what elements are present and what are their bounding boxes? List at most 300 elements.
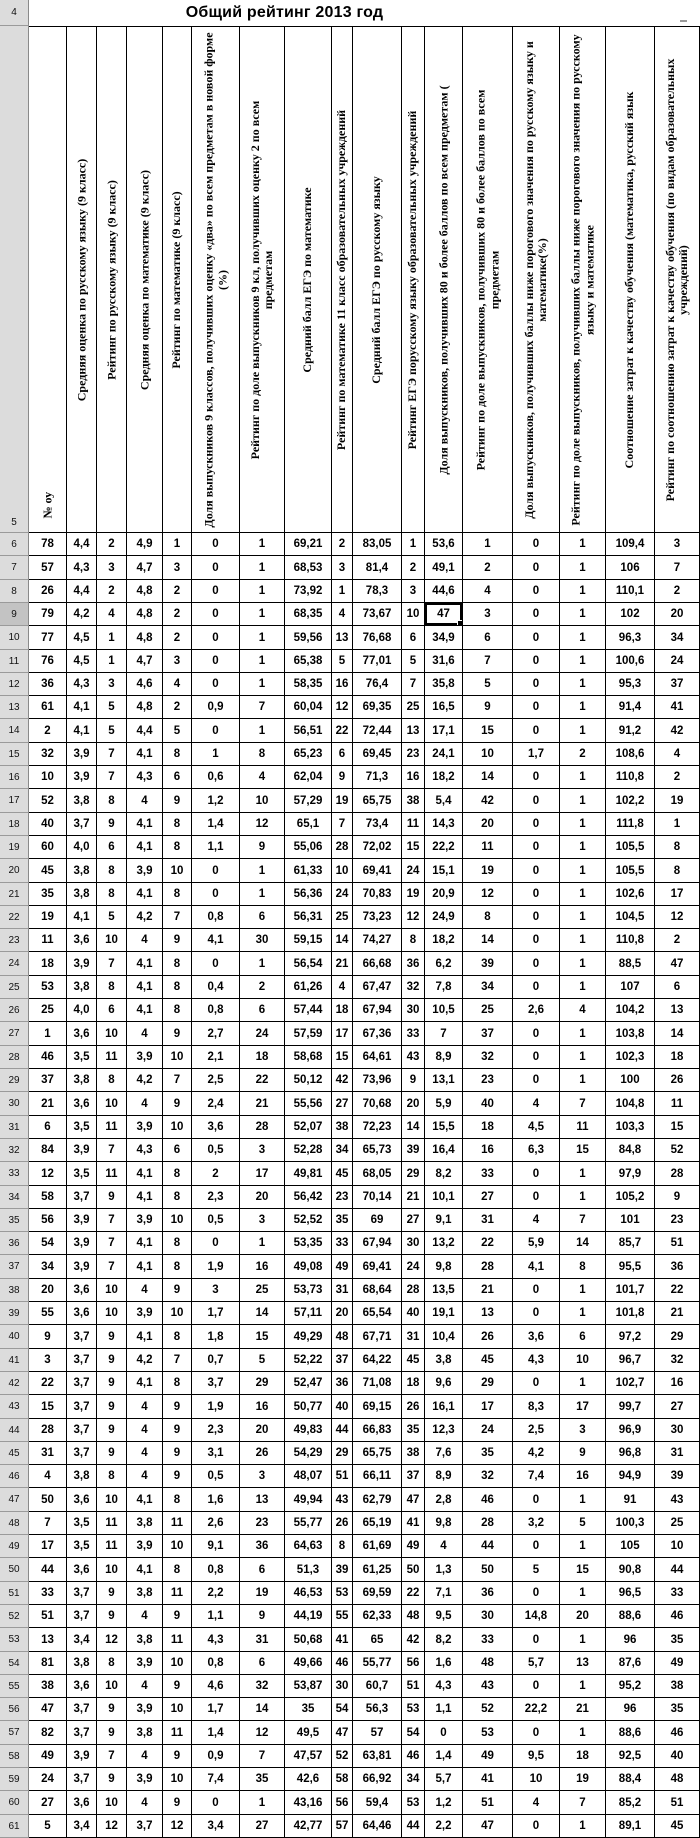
table-cell-r28-c14[interactable]: 0 (513, 1046, 560, 1069)
table-cell-r17-c14[interactable]: 0 (513, 789, 560, 813)
table-cell-r11-c12[interactable]: 31,6 (425, 650, 463, 673)
table-cell-r58-c16[interactable]: 92,5 (606, 1745, 655, 1768)
table-cell-r46-c7[interactable]: 3 (240, 1465, 285, 1488)
table-cell-r56-c14[interactable]: 22,2 (513, 1698, 560, 1721)
table-cell-r30-c10[interactable]: 70,68 (353, 1092, 402, 1116)
table-cell-r14-c10[interactable]: 72,44 (353, 719, 402, 743)
table-cell-r13-c4[interactable]: 4,8 (127, 696, 163, 719)
table-cell-r13-c8[interactable]: 60,04 (285, 696, 332, 719)
table-cell-r58-c14[interactable]: 9,5 (513, 1745, 560, 1768)
table-cell-r7-c14[interactable]: 0 (513, 556, 560, 580)
table-cell-r54-c8[interactable]: 49,66 (285, 1652, 332, 1675)
table-cell-r27-c4[interactable]: 4 (127, 1022, 163, 1046)
table-cell-r37-c5[interactable]: 8 (163, 1255, 192, 1279)
column-header-1[interactable] (29, 26, 67, 533)
table-cell-r49-c9[interactable]: 8 (332, 1535, 353, 1558)
table-cell-r39-c7[interactable]: 14 (240, 1302, 285, 1325)
row-header-51[interactable]: 51 (0, 1582, 29, 1605)
table-cell-r56-c13[interactable]: 52 (463, 1698, 513, 1721)
table-cell-r58-c13[interactable]: 49 (463, 1745, 513, 1768)
table-cell-r10-c13[interactable]: 6 (463, 626, 513, 650)
table-cell-r33-c11[interactable]: 29 (402, 1162, 425, 1186)
table-cell-r35-c11[interactable]: 27 (402, 1209, 425, 1232)
table-cell-r33-c16[interactable]: 97,9 (606, 1162, 655, 1186)
table-cell-r41-c16[interactable]: 96,7 (606, 1349, 655, 1372)
table-cell-r10-c6[interactable]: 0 (192, 626, 240, 650)
table-cell-r17-c6[interactable]: 1,2 (192, 789, 240, 813)
table-cell-r34-c7[interactable]: 20 (240, 1186, 285, 1209)
table-cell-r48-c3[interactable]: 11 (97, 1512, 127, 1535)
row-header-55[interactable]: 55 (0, 1675, 29, 1698)
table-cell-r42-c12[interactable]: 9,6 (425, 1372, 463, 1395)
table-cell-r54-c13[interactable]: 48 (463, 1652, 513, 1675)
table-cell-r31-c3[interactable]: 11 (97, 1116, 127, 1139)
table-cell-r23-c4[interactable]: 4 (127, 929, 163, 952)
table-cell-r6-c6[interactable]: 0 (192, 533, 240, 556)
table-cell-r44-c10[interactable]: 66,83 (353, 1419, 402, 1442)
table-cell-r16-c6[interactable]: 0,6 (192, 766, 240, 789)
table-cell-r20-c7[interactable]: 1 (240, 859, 285, 883)
table-cell-r21-c16[interactable]: 102,6 (606, 883, 655, 906)
table-cell-r59-c1[interactable]: 24 (29, 1768, 67, 1791)
table-cell-r19-c1[interactable]: 60 (29, 836, 67, 859)
table-cell-r8-c1[interactable]: 26 (29, 580, 67, 603)
table-cell-r47-c14[interactable]: 0 (513, 1488, 560, 1512)
table-cell-r37-c15[interactable]: 8 (560, 1255, 606, 1279)
table-cell-r24-c13[interactable]: 39 (463, 952, 513, 976)
table-cell-r6-c1[interactable]: 78 (29, 533, 67, 556)
row-header-8[interactable]: 8 (0, 580, 29, 603)
table-cell-r29-c2[interactable]: 3,8 (67, 1069, 97, 1092)
table-cell-r26-c13[interactable]: 25 (463, 999, 513, 1022)
table-cell-r43-c3[interactable]: 9 (97, 1395, 127, 1419)
table-cell-r41-c3[interactable]: 9 (97, 1349, 127, 1372)
table-cell-r44-c3[interactable]: 9 (97, 1419, 127, 1442)
table-cell-r22-c15[interactable]: 1 (560, 906, 606, 929)
table-cell-r13-c13[interactable]: 9 (463, 696, 513, 719)
table-cell-r39-c10[interactable]: 65,54 (353, 1302, 402, 1325)
table-cell-r39-c6[interactable]: 1,7 (192, 1302, 240, 1325)
table-cell-r7-c2[interactable]: 4,3 (67, 556, 97, 580)
table-cell-r61-c14[interactable]: 0 (513, 1815, 560, 1838)
table-cell-r55-c6[interactable]: 4,6 (192, 1675, 240, 1698)
table-cell-r44-c15[interactable]: 3 (560, 1419, 606, 1442)
table-cell-r20-c4[interactable]: 3,9 (127, 859, 163, 883)
table-cell-r39-c4[interactable]: 3,9 (127, 1302, 163, 1325)
table-cell-r10-c14[interactable]: 0 (513, 626, 560, 650)
row-header-14[interactable]: 14 (0, 719, 29, 743)
table-cell-r35-c16[interactable]: 101 (606, 1209, 655, 1232)
table-cell-r10-c2[interactable]: 4,5 (67, 626, 97, 650)
table-cell-r34-c10[interactable]: 70,14 (353, 1186, 402, 1209)
table-cell-r51-c10[interactable]: 69,59 (353, 1582, 402, 1605)
table-cell-r40-c14[interactable]: 3,6 (513, 1325, 560, 1349)
table-cell-r53-c7[interactable]: 31 (240, 1628, 285, 1652)
table-cell-r29-c8[interactable]: 50,12 (285, 1069, 332, 1092)
table-cell-r53-c8[interactable]: 50,68 (285, 1628, 332, 1652)
table-cell-r19-c13[interactable]: 11 (463, 836, 513, 859)
table-cell-r30-c5[interactable]: 9 (163, 1092, 192, 1116)
table-cell-r57-c9[interactable]: 47 (332, 1721, 353, 1745)
table-cell-r40-c10[interactable]: 67,71 (353, 1325, 402, 1349)
table-cell-r29-c7[interactable]: 22 (240, 1069, 285, 1092)
table-cell-r46-c11[interactable]: 37 (402, 1465, 425, 1488)
row-header-39[interactable]: 39 (0, 1302, 29, 1325)
table-cell-r29-c15[interactable]: 1 (560, 1069, 606, 1092)
table-cell-r8-c13[interactable]: 4 (463, 580, 513, 603)
table-cell-r58-c4[interactable]: 4 (127, 1745, 163, 1768)
table-cell-r59-c2[interactable]: 3,7 (67, 1768, 97, 1791)
table-cell-r39-c16[interactable]: 101,8 (606, 1302, 655, 1325)
table-cell-r53-c6[interactable]: 4,3 (192, 1628, 240, 1652)
table-cell-r32-c2[interactable]: 3,9 (67, 1139, 97, 1162)
table-cell-r48-c8[interactable]: 55,77 (285, 1512, 332, 1535)
table-cell-r56-c17[interactable]: 35 (655, 1698, 700, 1721)
table-cell-r24-c15[interactable]: 1 (560, 952, 606, 976)
table-cell-r59-c13[interactable]: 41 (463, 1768, 513, 1791)
table-cell-r23-c9[interactable]: 14 (332, 929, 353, 952)
table-cell-r51-c16[interactable]: 96,5 (606, 1582, 655, 1605)
row-header-23[interactable]: 23 (0, 929, 29, 952)
table-cell-r29-c16[interactable]: 100 (606, 1069, 655, 1092)
table-cell-r15-c9[interactable]: 6 (332, 743, 353, 766)
table-cell-r42-c10[interactable]: 71,08 (353, 1372, 402, 1395)
row-header-9[interactable]: 9 (0, 603, 29, 626)
row-header-40[interactable]: 40 (0, 1325, 29, 1349)
table-cell-r12-c9[interactable]: 16 (332, 673, 353, 696)
table-cell-r20-c5[interactable]: 10 (163, 859, 192, 883)
row-header-48[interactable]: 48 (0, 1512, 29, 1535)
table-cell-r43-c1[interactable]: 15 (29, 1395, 67, 1419)
table-cell-r53-c1[interactable]: 13 (29, 1628, 67, 1652)
table-cell-r38-c11[interactable]: 28 (402, 1279, 425, 1302)
table-cell-r33-c1[interactable]: 12 (29, 1162, 67, 1186)
table-cell-r38-c17[interactable]: 22 (655, 1279, 700, 1302)
table-cell-r57-c2[interactable]: 3,7 (67, 1721, 97, 1745)
table-cell-r47-c7[interactable]: 13 (240, 1488, 285, 1512)
table-cell-r9-c14[interactable]: 0 (513, 603, 560, 626)
table-cell-r48-c5[interactable]: 11 (163, 1512, 192, 1535)
table-cell-r45-c3[interactable]: 9 (97, 1442, 127, 1465)
table-cell-r54-c5[interactable]: 10 (163, 1652, 192, 1675)
table-cell-r10-c7[interactable]: 1 (240, 626, 285, 650)
row-header-30[interactable]: 30 (0, 1092, 29, 1116)
table-cell-r49-c7[interactable]: 36 (240, 1535, 285, 1558)
table-cell-r34-c6[interactable]: 2,3 (192, 1186, 240, 1209)
table-cell-r20-c11[interactable]: 24 (402, 859, 425, 883)
table-cell-r31-c1[interactable]: 6 (29, 1116, 67, 1139)
table-cell-r6-c2[interactable]: 4,4 (67, 533, 97, 556)
table-cell-r27-c8[interactable]: 57,59 (285, 1022, 332, 1046)
table-cell-r39-c17[interactable]: 21 (655, 1302, 700, 1325)
table-cell-r13-c6[interactable]: 0,9 (192, 696, 240, 719)
table-cell-r45-c13[interactable]: 35 (463, 1442, 513, 1465)
table-cell-r60-c15[interactable]: 7 (560, 1791, 606, 1815)
table-cell-r29-c12[interactable]: 13,1 (425, 1069, 463, 1092)
table-cell-r42-c15[interactable]: 1 (560, 1372, 606, 1395)
table-cell-r21-c5[interactable]: 8 (163, 883, 192, 906)
table-cell-r28-c17[interactable]: 18 (655, 1046, 700, 1069)
table-cell-r60-c12[interactable]: 1,2 (425, 1791, 463, 1815)
table-cell-r9-c9[interactable]: 4 (332, 603, 353, 626)
table-cell-r27-c6[interactable]: 2,7 (192, 1022, 240, 1046)
table-cell-r35-c3[interactable]: 7 (97, 1209, 127, 1232)
table-cell-r36-c11[interactable]: 30 (402, 1232, 425, 1255)
table-cell-r47-c16[interactable]: 91 (606, 1488, 655, 1512)
table-cell-r15-c2[interactable]: 3,9 (67, 743, 97, 766)
table-cell-r41-c13[interactable]: 45 (463, 1349, 513, 1372)
table-cell-r43-c9[interactable]: 40 (332, 1395, 353, 1419)
table-cell-r21-c3[interactable]: 8 (97, 883, 127, 906)
row-header-37[interactable]: 37 (0, 1255, 29, 1279)
table-cell-r47-c10[interactable]: 62,79 (353, 1488, 402, 1512)
table-cell-r59-c8[interactable]: 42,6 (285, 1768, 332, 1791)
table-cell-r47-c12[interactable]: 2,8 (425, 1488, 463, 1512)
table-cell-r24-c10[interactable]: 66,68 (353, 952, 402, 976)
table-cell-r7-c8[interactable]: 68,53 (285, 556, 332, 580)
table-cell-r38-c12[interactable]: 13,5 (425, 1279, 463, 1302)
table-cell-r16-c11[interactable]: 16 (402, 766, 425, 789)
table-cell-r11-c15[interactable]: 1 (560, 650, 606, 673)
table-cell-r38-c16[interactable]: 101,7 (606, 1279, 655, 1302)
table-cell-r33-c12[interactable]: 8,2 (425, 1162, 463, 1186)
table-cell-r38-c14[interactable]: 0 (513, 1279, 560, 1302)
table-cell-r32-c17[interactable]: 52 (655, 1139, 700, 1162)
table-cell-r53-c5[interactable]: 11 (163, 1628, 192, 1652)
table-cell-r27-c16[interactable]: 103,8 (606, 1022, 655, 1046)
table-cell-r60-c5[interactable]: 9 (163, 1791, 192, 1815)
table-cell-r23-c16[interactable]: 110,8 (606, 929, 655, 952)
table-cell-r39-c2[interactable]: 3,6 (67, 1302, 97, 1325)
table-cell-r32-c13[interactable]: 16 (463, 1139, 513, 1162)
table-cell-r56-c10[interactable]: 56,3 (353, 1698, 402, 1721)
table-cell-r31-c8[interactable]: 52,07 (285, 1116, 332, 1139)
table-cell-r15-c4[interactable]: 4,1 (127, 743, 163, 766)
table-cell-r42-c14[interactable]: 0 (513, 1372, 560, 1395)
table-cell-r55-c17[interactable]: 38 (655, 1675, 700, 1698)
table-cell-r44-c12[interactable]: 12,3 (425, 1419, 463, 1442)
table-cell-r58-c7[interactable]: 7 (240, 1745, 285, 1768)
table-cell-r17-c3[interactable]: 8 (97, 789, 127, 813)
table-cell-r18-c9[interactable]: 7 (332, 813, 353, 836)
table-cell-r54-c16[interactable]: 87,6 (606, 1652, 655, 1675)
row-header-6[interactable]: 6 (0, 533, 29, 556)
table-cell-r31-c10[interactable]: 72,23 (353, 1116, 402, 1139)
table-cell-r13-c9[interactable]: 12 (332, 696, 353, 719)
table-cell-r51-c3[interactable]: 9 (97, 1582, 127, 1605)
table-cell-r40-c6[interactable]: 1,8 (192, 1325, 240, 1349)
table-cell-r9-c7[interactable]: 1 (240, 603, 285, 626)
table-cell-r42-c16[interactable]: 102,7 (606, 1372, 655, 1395)
table-cell-r55-c5[interactable]: 9 (163, 1675, 192, 1698)
table-cell-r12-c13[interactable]: 5 (463, 673, 513, 696)
table-cell-r39-c1[interactable]: 55 (29, 1302, 67, 1325)
table-cell-r23-c1[interactable]: 11 (29, 929, 67, 952)
table-cell-r24-c17[interactable]: 47 (655, 952, 700, 976)
table-cell-r11-c3[interactable]: 1 (97, 650, 127, 673)
table-cell-r13-c16[interactable]: 91,4 (606, 696, 655, 719)
table-cell-r35-c9[interactable]: 35 (332, 1209, 353, 1232)
table-cell-r57-c5[interactable]: 11 (163, 1721, 192, 1745)
table-cell-r17-c4[interactable]: 4 (127, 789, 163, 813)
table-cell-r21-c15[interactable]: 1 (560, 883, 606, 906)
table-cell-r18-c8[interactable]: 65,1 (285, 813, 332, 836)
table-cell-r36-c17[interactable]: 51 (655, 1232, 700, 1255)
row-header-34[interactable]: 34 (0, 1186, 29, 1209)
table-cell-r50-c8[interactable]: 51,3 (285, 1558, 332, 1582)
row-header-42[interactable]: 42 (0, 1372, 29, 1395)
table-cell-r30-c15[interactable]: 7 (560, 1092, 606, 1116)
table-cell-r8-c7[interactable]: 1 (240, 580, 285, 603)
table-cell-r60-c16[interactable]: 85,2 (606, 1791, 655, 1815)
table-cell-r32-c4[interactable]: 4,3 (127, 1139, 163, 1162)
table-cell-r36-c15[interactable]: 14 (560, 1232, 606, 1255)
table-cell-r26-c10[interactable]: 67,94 (353, 999, 402, 1022)
table-cell-r36-c13[interactable]: 22 (463, 1232, 513, 1255)
table-cell-r57-c17[interactable]: 46 (655, 1721, 700, 1745)
table-cell-r43-c15[interactable]: 17 (560, 1395, 606, 1419)
table-cell-r27-c5[interactable]: 9 (163, 1022, 192, 1046)
table-cell-r39-c5[interactable]: 10 (163, 1302, 192, 1325)
table-cell-r14-c3[interactable]: 5 (97, 719, 127, 743)
table-cell-r30-c14[interactable]: 4 (513, 1092, 560, 1116)
table-cell-r29-c14[interactable]: 0 (513, 1069, 560, 1092)
table-cell-r37-c13[interactable]: 28 (463, 1255, 513, 1279)
table-cell-r40-c15[interactable]: 6 (560, 1325, 606, 1349)
table-cell-r14-c1[interactable]: 2 (29, 719, 67, 743)
table-cell-r37-c2[interactable]: 3,9 (67, 1255, 97, 1279)
table-cell-r56-c6[interactable]: 1,7 (192, 1698, 240, 1721)
table-cell-r9-c2[interactable]: 4,2 (67, 603, 97, 626)
table-cell-r33-c10[interactable]: 68,05 (353, 1162, 402, 1186)
table-cell-r54-c7[interactable]: 6 (240, 1652, 285, 1675)
table-cell-r37-c12[interactable]: 9,8 (425, 1255, 463, 1279)
row-header-10[interactable]: 10 (0, 626, 29, 650)
table-cell-r40-c1[interactable]: 9 (29, 1325, 67, 1349)
table-cell-r11-c17[interactable]: 24 (655, 650, 700, 673)
table-cell-r33-c3[interactable]: 11 (97, 1162, 127, 1186)
row-header-53[interactable]: 53 (0, 1628, 29, 1652)
table-cell-r56-c1[interactable]: 47 (29, 1698, 67, 1721)
row-header-24[interactable]: 24 (0, 952, 29, 976)
table-cell-r50-c9[interactable]: 39 (332, 1558, 353, 1582)
table-cell-r35-c10[interactable]: 69 (353, 1209, 402, 1232)
table-cell-r55-c12[interactable]: 4,3 (425, 1675, 463, 1698)
table-cell-r12-c6[interactable]: 0 (192, 673, 240, 696)
table-cell-r41-c5[interactable]: 7 (163, 1349, 192, 1372)
table-cell-r8-c14[interactable]: 0 (513, 580, 560, 603)
table-cell-r12-c12[interactable]: 35,8 (425, 673, 463, 696)
table-cell-r21-c8[interactable]: 56,36 (285, 883, 332, 906)
table-cell-r16-c2[interactable]: 3,9 (67, 766, 97, 789)
table-cell-r26-c2[interactable]: 4,0 (67, 999, 97, 1022)
table-cell-r52-c5[interactable]: 9 (163, 1605, 192, 1628)
table-cell-r48-c4[interactable]: 3,8 (127, 1512, 163, 1535)
table-cell-r18-c12[interactable]: 14,3 (425, 813, 463, 836)
row-header-19[interactable]: 19 (0, 836, 29, 859)
row-header-59[interactable]: 59 (0, 1768, 29, 1791)
table-cell-r35-c17[interactable]: 23 (655, 1209, 700, 1232)
table-cell-r53-c15[interactable]: 1 (560, 1628, 606, 1652)
table-cell-r29-c17[interactable]: 26 (655, 1069, 700, 1092)
table-cell-r38-c9[interactable]: 31 (332, 1279, 353, 1302)
table-cell-r41-c15[interactable]: 10 (560, 1349, 606, 1372)
table-cell-r6-c17[interactable]: 3 (655, 533, 700, 556)
table-cell-r25-c1[interactable]: 53 (29, 976, 67, 999)
table-cell-r12-c5[interactable]: 4 (163, 673, 192, 696)
table-cell-r29-c1[interactable]: 37 (29, 1069, 67, 1092)
table-cell-r50-c2[interactable]: 3,6 (67, 1558, 97, 1582)
table-cell-r11-c16[interactable]: 100,6 (606, 650, 655, 673)
table-cell-r15-c17[interactable]: 4 (655, 743, 700, 766)
table-cell-r41-c9[interactable]: 37 (332, 1349, 353, 1372)
table-cell-r10-c17[interactable]: 34 (655, 626, 700, 650)
row-header-38[interactable]: 38 (0, 1279, 29, 1302)
table-cell-r20-c9[interactable]: 10 (332, 859, 353, 883)
table-cell-r17-c11[interactable]: 38 (402, 789, 425, 813)
table-cell-r26-c15[interactable]: 4 (560, 999, 606, 1022)
table-cell-r18-c14[interactable]: 0 (513, 813, 560, 836)
table-cell-r19-c6[interactable]: 1,1 (192, 836, 240, 859)
table-cell-r31-c12[interactable]: 15,5 (425, 1116, 463, 1139)
table-cell-r45-c2[interactable]: 3,7 (67, 1442, 97, 1465)
table-cell-r21-c9[interactable]: 24 (332, 883, 353, 906)
table-cell-r10-c3[interactable]: 1 (97, 626, 127, 650)
table-cell-r17-c17[interactable]: 19 (655, 789, 700, 813)
table-cell-r25-c4[interactable]: 4,1 (127, 976, 163, 999)
table-cell-r61-c3[interactable]: 12 (97, 1815, 127, 1838)
table-cell-r45-c16[interactable]: 96,8 (606, 1442, 655, 1465)
table-cell-r33-c14[interactable]: 0 (513, 1162, 560, 1186)
table-cell-r59-c4[interactable]: 3,9 (127, 1768, 163, 1791)
table-cell-r10-c9[interactable]: 13 (332, 626, 353, 650)
table-cell-r21-c11[interactable]: 19 (402, 883, 425, 906)
table-cell-r19-c4[interactable]: 4,1 (127, 836, 163, 859)
table-cell-r45-c8[interactable]: 54,29 (285, 1442, 332, 1465)
table-cell-r26-c16[interactable]: 104,2 (606, 999, 655, 1022)
table-cell-r52-c14[interactable]: 14,8 (513, 1605, 560, 1628)
row-header-46[interactable]: 46 (0, 1465, 29, 1488)
table-cell-r29-c13[interactable]: 23 (463, 1069, 513, 1092)
table-cell-r17-c7[interactable]: 10 (240, 789, 285, 813)
table-cell-r44-c8[interactable]: 49,83 (285, 1419, 332, 1442)
table-cell-r42-c13[interactable]: 29 (463, 1372, 513, 1395)
table-cell-r53-c2[interactable]: 3,4 (67, 1628, 97, 1652)
table-cell-r18-c3[interactable]: 9 (97, 813, 127, 836)
table-cell-r60-c13[interactable]: 51 (463, 1791, 513, 1815)
table-cell-r17-c8[interactable]: 57,29 (285, 789, 332, 813)
row-header-32[interactable]: 32 (0, 1139, 29, 1162)
table-cell-r29-c10[interactable]: 73,96 (353, 1069, 402, 1092)
table-cell-r20-c12[interactable]: 15,1 (425, 859, 463, 883)
table-cell-r41-c11[interactable]: 45 (402, 1349, 425, 1372)
table-cell-r23-c5[interactable]: 9 (163, 929, 192, 952)
table-cell-r58-c3[interactable]: 7 (97, 1745, 127, 1768)
table-cell-r30-c11[interactable]: 20 (402, 1092, 425, 1116)
table-cell-r12-c14[interactable]: 0 (513, 673, 560, 696)
table-cell-r8-c16[interactable]: 110,1 (606, 580, 655, 603)
table-cell-r44-c9[interactable]: 44 (332, 1419, 353, 1442)
table-cell-r42-c8[interactable]: 52,47 (285, 1372, 332, 1395)
row-header-12[interactable]: 12 (0, 673, 29, 696)
table-cell-r28-c3[interactable]: 11 (97, 1046, 127, 1069)
table-cell-r14-c11[interactable]: 13 (402, 719, 425, 743)
table-cell-r37-c7[interactable]: 16 (240, 1255, 285, 1279)
table-cell-r17-c1[interactable]: 52 (29, 789, 67, 813)
table-cell-r17-c15[interactable]: 1 (560, 789, 606, 813)
row-header-41[interactable]: 41 (0, 1349, 29, 1372)
table-cell-r27-c12[interactable]: 7 (425, 1022, 463, 1046)
